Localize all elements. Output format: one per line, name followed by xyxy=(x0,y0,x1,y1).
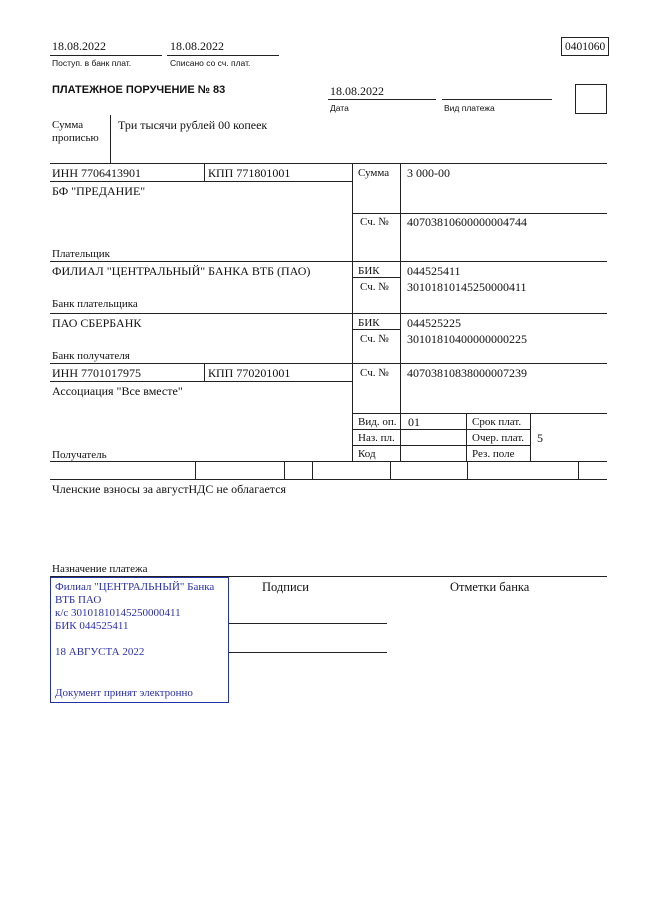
payer-bank-label: Банк плательщика xyxy=(52,298,138,310)
document-title: ПЛАТЕЖНОЕ ПОРУЧЕНИЕ № 83 xyxy=(52,84,226,96)
payee-label: Получатель xyxy=(52,449,107,461)
payee-bank-label: Банк получателя xyxy=(52,350,130,362)
payee-bank-bik-value: 044525225 xyxy=(407,316,461,330)
date-received-label: Поступ. в банк плат. xyxy=(52,58,132,68)
form-code-box xyxy=(561,37,609,56)
payer-kpp: КПП 771801001 xyxy=(208,166,291,180)
payee-inn: ИНН 7701017975 xyxy=(52,366,141,380)
payee-account-value: 40703810838000007239 xyxy=(407,366,527,380)
rez-label: Рез. поле xyxy=(472,448,515,460)
payer-account-value: 40703810600000004744 xyxy=(407,215,527,229)
payer-bank-account-value: 30101810145250000411 xyxy=(407,280,527,294)
stamp-line-4: БИК 044525411 xyxy=(55,620,129,632)
payment-type-box xyxy=(575,84,607,114)
ocher-value: 5 xyxy=(537,431,543,445)
date-debited: 18.08.2022 xyxy=(170,39,224,53)
payer-bank-bik-value: 044525411 xyxy=(407,264,461,278)
payee-kpp: КПП 770201001 xyxy=(208,366,291,380)
payer-bank-bik-label: БИК xyxy=(358,265,380,277)
payer-bank-name: ФИЛИАЛ "ЦЕНТРАЛЬНЫЙ" БАНКА ВТБ (ПАО) xyxy=(52,264,311,278)
bank-marks-label: Отметки банка xyxy=(450,580,530,594)
amount-words-label-1: Сумма xyxy=(52,119,84,131)
sum-value: 3 000-00 xyxy=(407,166,450,180)
signatures-label: Подписи xyxy=(262,580,309,594)
vid-op-value: 01 xyxy=(408,415,420,429)
payee-bank-bik-label: БИК xyxy=(358,317,380,329)
stamp-line-2: ВТБ ПАО xyxy=(55,594,102,606)
stamp-line-1: Филиал "ЦЕНТРАЛЬНЫЙ" Банка xyxy=(55,581,215,593)
ocher-label: Очер. плат. xyxy=(472,432,525,444)
payee-bank-name: ПАО СБЕРБАНК xyxy=(52,316,142,330)
amount-words-label-2: прописью xyxy=(52,132,99,144)
document-date: 18.08.2022 xyxy=(330,84,384,98)
form-code: 0401060 xyxy=(565,41,606,53)
sum-label: Сумма xyxy=(358,167,390,179)
stamp-date: 18 АВГУСТА 2022 xyxy=(55,646,145,658)
naz-pl-label: Наз. пл. xyxy=(358,432,395,444)
payee-bank-account-value: 30101810400000000225 xyxy=(407,332,527,346)
payer-account-label: Сч. № xyxy=(360,216,389,228)
payer-name: БФ "ПРЕДАНИЕ" xyxy=(52,184,146,198)
payer-bank-account-label: Сч. № xyxy=(360,281,389,293)
bank-stamp xyxy=(50,577,229,703)
date-debited-label: Списано со сч. плат. xyxy=(170,58,251,68)
payer-inn: ИНН 7706413901 xyxy=(52,166,141,180)
document-date-label: Дата xyxy=(330,103,349,113)
srok-label: Срок плат. xyxy=(472,416,522,428)
purpose-label: Назначение платежа xyxy=(52,563,148,575)
vid-op-label: Вид. оп. xyxy=(358,416,397,428)
amount-words-value: Три тысячи рублей 00 копеек xyxy=(118,118,268,132)
payer-label: Плательщик xyxy=(52,248,110,260)
kod-label: Код xyxy=(358,448,376,460)
payment-type-label: Вид платежа xyxy=(444,103,495,113)
purpose-text: Членские взносы за августНДС не облагается xyxy=(52,482,287,496)
date-received: 18.08.2022 xyxy=(52,39,106,53)
stamp-line-3: к/с 30101810145250000411 xyxy=(55,607,181,619)
payee-name: Ассоциация "Все вместе" xyxy=(52,384,183,398)
payee-account-label: Сч. № xyxy=(360,367,389,379)
payee-bank-account-label: Сч. № xyxy=(360,333,389,345)
stamp-accepted: Документ принят электронно xyxy=(55,687,193,699)
